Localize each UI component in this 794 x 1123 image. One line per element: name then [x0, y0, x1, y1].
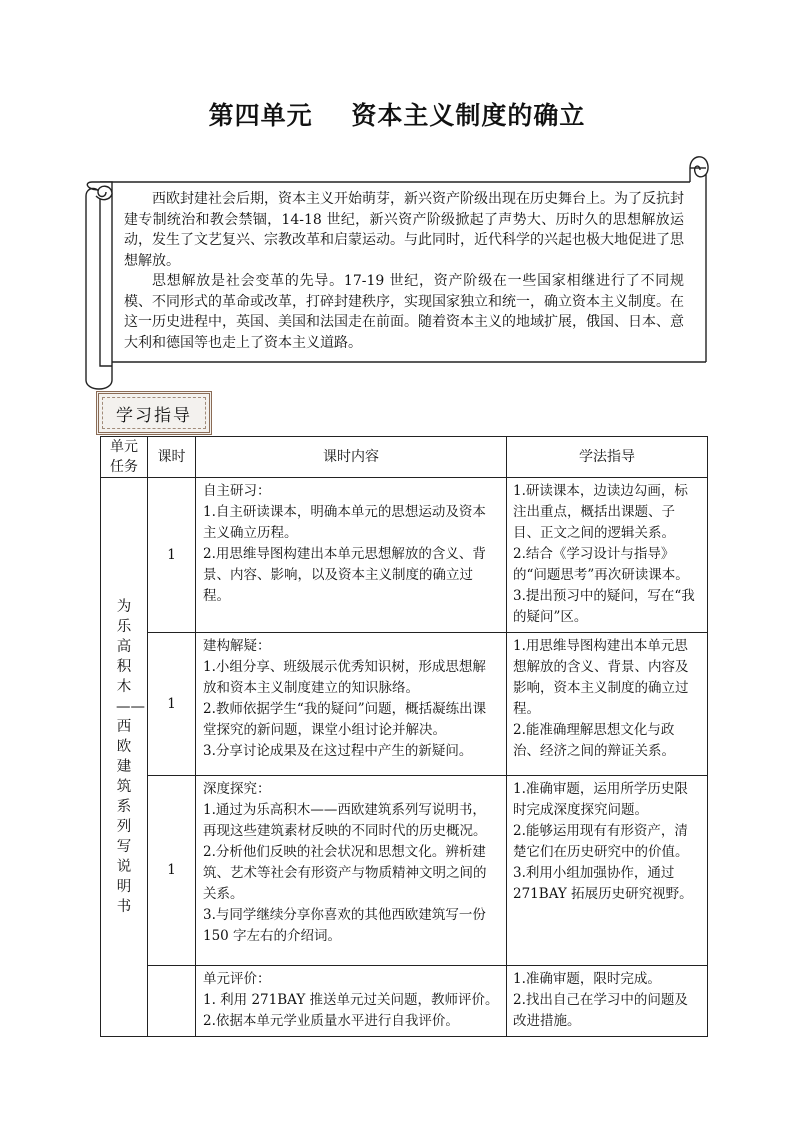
- study-guide-badge: [96, 391, 212, 435]
- method-cell: 1.研读课本，边读边勾画，标注出重点，概括出课题、子目、正文之间的逻辑关系。 2.结合《学习设计与指导》的“问题思考”再次研读课本。 3.提出预习中的疑问，写在“我的疑问”区。: [507, 478, 708, 633]
- table-row: [101, 633, 708, 776]
- content-cell: 单元评价： 1. 利用 271BAY 推送单元过关问题，教师评价。 2.依据本单元学业质量水平进行自我评价。: [196, 966, 507, 1037]
- content-cell: 深度探究： 1.通过为乐高积木——西欧建筑系列写说明书，再现这些建筑素材反映的不同时代的历史概况。 2.分析他们反映的社会状况和思想文化。辨析建筑、艺术等社会有形资产与物质精神文明之间的关系。 3.与同学继续分享你喜欢的其他西欧建筑写一份150 字左右的介绍词。: [196, 776, 507, 966]
- period-cell: 1: [148, 478, 196, 633]
- content-cell: 建构解疑： 1.小组分享、班级展示优秀知识树，形成思想解放和资本主义制度建立的知识脉络。 2.教师依据学生“我的疑问”问题，概括凝练出课堂探究的新问题，课堂小组讨论并解决。 3.分享讨论成果及在这过程中产生的新疑问。: [196, 633, 507, 776]
- study-guide-table: [100, 436, 708, 1037]
- header-period: 课时: [148, 437, 196, 478]
- method-cell: 1.准确审题，运用所学历史限时完成深度探究问题。 2.能够运用现有有形资产，清楚它们在历史研究中的价值。 3.利用小组加强协作，通过271BAY 拓展历史研究视野。: [507, 776, 708, 966]
- intro-paragraph: 思想解放是社会变革的先导。17-19 世纪，资产阶级在一些国家相继进行了不同规模、不同形式的革命或改革，打碎封建秩序，实现国家独立和统一，确立资本主义制度。在这一历史进程中，英国、美国和法国走在前面。随着资本主义的地域扩展，俄国、日本、意大利和德国等也走上了资本主义道路。: [124, 273, 684, 351]
- intro-paragraph: 西欧封建社会后期，资本主义开始萌芽，新兴资产阶级出现在历史舞台上。为了反抗封建专制统治和教会禁锢，14-18 世纪，新兴资产阶级掀起了声势大、历时久的思想解放运动，发生了文艺复兴、宗教改革和启蒙运动。与此同时，近代科学的兴起也极大地促进了思想解放。: [124, 191, 684, 269]
- header-method: 学法指导: [507, 437, 708, 478]
- table-row: [101, 776, 708, 966]
- study-guide-label: 学习指导: [116, 405, 192, 426]
- page-title: 第四单元 资本主义制度的确立: [208, 101, 586, 130]
- period-cell: 1: [148, 633, 196, 776]
- task-cell: 为乐高积木——西欧建筑系列写说明书: [101, 478, 148, 1037]
- period-cell: [148, 966, 196, 1037]
- intro-text: [124, 189, 684, 353]
- method-cell: 1.用思维导图构建出本单元思想解放的含义、背景、内容及影响，资本主义制度的确立过程。 2.能准确理解思想文化与政治、经济之间的辩证关系。: [507, 633, 708, 776]
- period-cell: 1: [148, 776, 196, 966]
- method-cell: 1.准确审题，限时完成。 2.找出自己在学习中的问题及改进措施。: [507, 966, 708, 1037]
- header-content: 课时内容: [196, 437, 507, 478]
- table-row: [101, 966, 708, 1037]
- table-row: [101, 478, 708, 633]
- content-cell: 自主研习： 1.自主研读课本，明确本单元的思想运动及资本主义确立历程。 2.用思维导图构建出本单元思想解放的含义、背景、内容、影响，以及资本主义制度的确立过程。: [196, 478, 507, 633]
- table-header-row: [101, 437, 708, 478]
- header-task: 单元任务: [101, 437, 148, 478]
